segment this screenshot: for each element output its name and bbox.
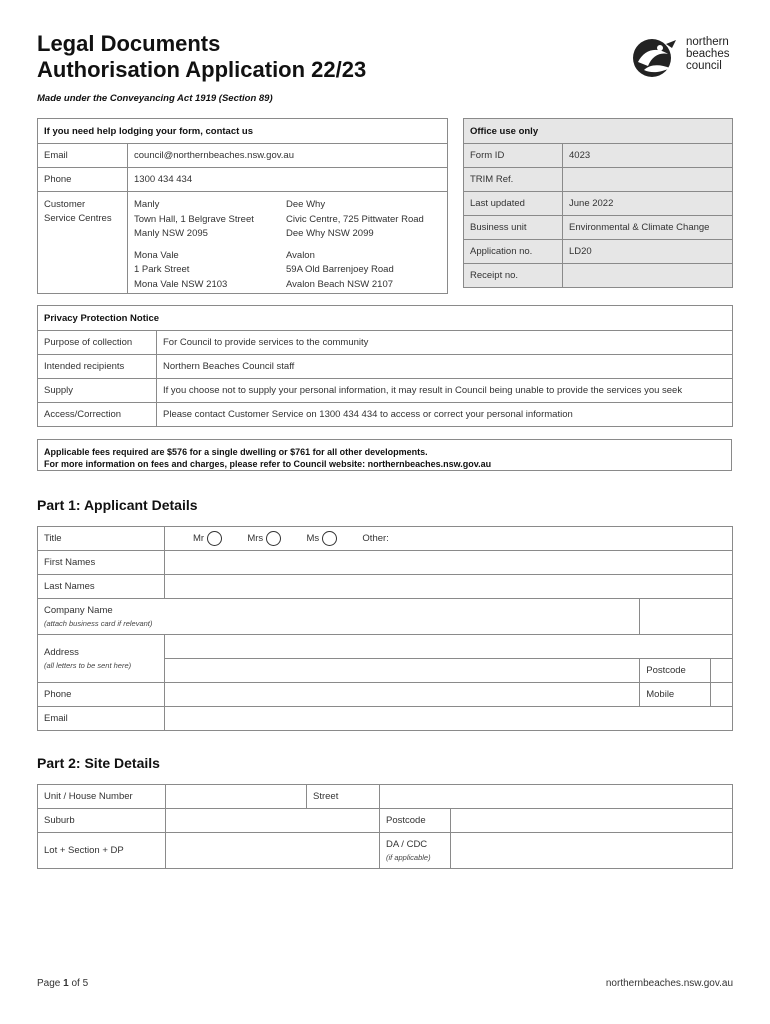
centre-manly-name: Manly <box>134 199 160 210</box>
help-centres-left <box>128 192 281 294</box>
site-details-table <box>37 784 733 869</box>
office-row-value: Environmental & Climate Change <box>563 216 733 240</box>
page-prefix: Page <box>37 978 64 989</box>
other-label: Other: <box>362 533 389 545</box>
help-phone-label: Phone <box>38 168 128 192</box>
page-suffix: of 5 <box>68 978 89 989</box>
help-email-label: Email <box>38 144 128 168</box>
suburb-label: Suburb <box>38 809 166 833</box>
page-number <box>37 978 88 989</box>
office-row-label: TRIM Ref. <box>464 168 563 192</box>
centre-monavale-address: 1 Park Street <box>134 264 190 275</box>
da-label: DA / CDC <box>386 839 428 850</box>
office-row-label: Receipt no. <box>464 264 563 288</box>
title-options <box>165 527 733 551</box>
company-label: Company Name <box>44 605 113 616</box>
unit-label: Unit / House Number <box>38 785 166 809</box>
da-note: (if applicable) <box>386 853 431 862</box>
site-postcode-label: Postcode <box>380 809 451 833</box>
logo-text-line3: council <box>686 60 722 72</box>
first-names-label: First Names <box>38 551 165 575</box>
help-email-value[interactable]: council@northernbeaches.nsw.gov.au <box>128 144 448 168</box>
office-heading: Office use only <box>464 119 733 144</box>
office-row-value: 4023 <box>563 144 733 168</box>
site-postcode-field[interactable] <box>451 809 733 833</box>
centre-deewhy-name: Dee Why <box>286 199 326 210</box>
ms-label: Ms <box>306 533 320 545</box>
page-subtitle: Made under the Conveyancing Act 1919 (Section 89) <box>37 93 273 104</box>
help-heading: If you need help lodging your form, contact us <box>38 119 448 144</box>
centre-manly-address: Town Hall, 1 Belgrave Street <box>134 213 254 225</box>
mrs-label: Mrs <box>247 533 264 545</box>
phone-field[interactable] <box>165 683 640 707</box>
office-row-label: Last updated <box>464 192 563 216</box>
address-label: Address <box>44 647 79 658</box>
office-row-value <box>563 264 733 288</box>
logo-mark-icon <box>630 36 682 80</box>
ms-radio[interactable] <box>322 531 337 546</box>
suburb-field[interactable] <box>166 809 380 833</box>
privacy-table <box>37 305 733 427</box>
email-label: Email <box>38 707 165 731</box>
fees-line1: Applicable fees required are $576 for a single dwelling or $761 for all other developments. <box>44 447 428 457</box>
title-label: Title <box>38 527 165 551</box>
centre-monavale-name: Mona Vale <box>134 249 179 261</box>
company-field[interactable] <box>640 599 733 635</box>
office-row-value: June 2022 <box>563 192 733 216</box>
centre-avalon-suburb: Avalon Beach NSW 2107 <box>286 278 394 290</box>
help-centres-label-line2: Service Centres <box>44 213 112 224</box>
applicant-details-table <box>37 526 733 731</box>
street-label: Street <box>307 785 380 809</box>
address-field-line2[interactable] <box>165 659 640 683</box>
logo-text <box>686 36 729 72</box>
centre-deewhy-address: Civic Centre, 725 Pittwater Road <box>286 213 424 225</box>
privacy-row-label: Intended recipients <box>38 355 157 379</box>
council-logo <box>630 36 735 80</box>
logo-text-line1: northern <box>686 36 729 48</box>
lot-label: Lot + Section + DP <box>38 833 166 869</box>
address-note: (all letters to be sent here) <box>44 661 132 670</box>
first-names-field[interactable] <box>165 551 733 575</box>
centre-deewhy-suburb: Dee Why NSW 2099 <box>286 228 374 239</box>
part2-title: Part 2: Site Details <box>37 755 160 771</box>
page-current: 1 <box>63 978 69 989</box>
address-field-line1[interactable] <box>165 635 733 659</box>
privacy-row-label: Access/Correction <box>38 403 157 427</box>
office-row-label: Application no. <box>464 240 563 264</box>
postcode-field[interactable] <box>711 659 733 683</box>
postcode-label: Postcode <box>640 659 711 683</box>
part1-title: Part 1: Applicant Details <box>37 497 198 513</box>
fees-line2: For more information on fees and charges, please refer to Council website: northernbeaches.nsw.gov.au <box>44 459 492 469</box>
da-field[interactable] <box>451 833 733 869</box>
office-row-label: Business unit <box>464 216 563 240</box>
help-centres-label-line1: Customer <box>44 199 86 210</box>
privacy-row-value: For Council to provide services to the community <box>157 331 733 355</box>
mobile-label: Mobile <box>640 683 711 707</box>
help-contact-table <box>37 118 448 294</box>
footer-website[interactable]: northernbeaches.nsw.gov.au <box>605 978 733 989</box>
mr-radio[interactable] <box>207 531 222 546</box>
centre-avalon-address: 59A Old Barrenjoey Road <box>286 264 394 275</box>
privacy-row-value: If you choose not to supply your personal information, it may result in Council being unable to provide the services you seek <box>157 379 733 403</box>
unit-field[interactable] <box>166 785 307 809</box>
fees-notice <box>37 439 732 471</box>
centre-manly-suburb: Manly NSW 2095 <box>134 228 208 239</box>
office-row-value: LD20 <box>563 240 733 264</box>
last-names-label: Last Names <box>38 575 165 599</box>
company-label-cell <box>38 599 640 635</box>
email-field[interactable] <box>165 707 733 731</box>
address-label-cell <box>38 635 165 683</box>
mobile-field[interactable] <box>711 683 733 707</box>
help-centres-label <box>38 192 128 294</box>
office-use-table <box>463 118 733 288</box>
centre-avalon-name: Avalon <box>286 249 315 261</box>
phone-label: Phone <box>38 683 165 707</box>
mrs-radio[interactable] <box>266 531 281 546</box>
centre-monavale-suburb: Mona Vale NSW 2103 <box>134 278 228 290</box>
lot-field[interactable] <box>166 833 380 869</box>
company-note: (attach business card if relevant) <box>44 619 153 628</box>
office-row-value <box>563 168 733 192</box>
help-phone-value[interactable]: 1300 434 434 <box>128 168 448 192</box>
privacy-row-label: Purpose of collection <box>38 331 157 355</box>
privacy-heading: Privacy Protection Notice <box>38 306 733 331</box>
privacy-row-value: Please contact Customer Service on 1300 434 434 to access or correct your personal information <box>157 403 733 427</box>
page-title-line2: Authorisation Application 22/23 <box>37 57 367 82</box>
last-names-field[interactable] <box>165 575 733 599</box>
da-label-cell <box>380 833 451 869</box>
privacy-row-value: Northern Beaches Council staff <box>157 355 733 379</box>
mr-label: Mr <box>193 533 205 545</box>
page-title-line1: Legal Documents <box>37 31 221 56</box>
street-field[interactable] <box>380 785 733 809</box>
privacy-row-label: Supply <box>38 379 157 403</box>
logo-text-line2: beaches <box>686 48 730 60</box>
office-row-label: Form ID <box>464 144 563 168</box>
help-centres-right <box>280 192 448 294</box>
